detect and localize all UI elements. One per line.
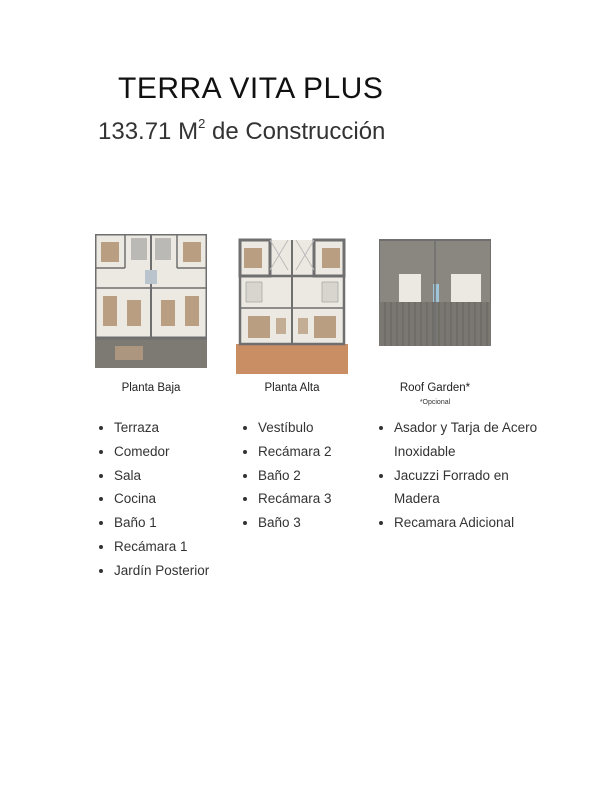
- list-item: • Jacuzzi Forrado en Madera: [394, 464, 554, 512]
- list-item: • Asador y Tarja de Acero Inoxidable: [394, 416, 554, 464]
- list-item: • Cocina: [114, 487, 254, 511]
- list-item: • Sala: [114, 464, 254, 488]
- list-item: • Baño 1: [114, 511, 254, 535]
- page-title: TERRA VITA PLUS: [118, 72, 384, 105]
- list-item: • Recamara Adicional: [394, 511, 554, 535]
- list-item: • Comedor: [114, 440, 254, 464]
- plan-label-roof-garden: Roof Garden*: [399, 382, 471, 394]
- list-item: • Baño 3: [258, 511, 388, 535]
- area-suffix: de Construcción: [205, 118, 386, 145]
- features-list-planta-baja: [96, 416, 254, 583]
- list-item: • Recámara 1: [114, 535, 254, 559]
- list-item: • Recámara 3: [258, 487, 388, 511]
- list-item: • Vestíbulo: [258, 416, 388, 440]
- floor-plan-planta-alta-image: [236, 234, 348, 374]
- floor-plan-roof-garden-image: [379, 234, 491, 346]
- list-item: • Jardín Posterior: [114, 559, 254, 583]
- construction-area: [98, 118, 385, 146]
- plan-label-planta-alta: Planta Alta: [264, 382, 320, 394]
- optional-note: *Opcional: [419, 399, 451, 406]
- features-list-planta-alta: [240, 416, 388, 535]
- features-list-roof-garden: [376, 416, 554, 535]
- plan-label-planta-baja: Planta Baja: [121, 382, 181, 394]
- list-item: • Terraza: [114, 416, 254, 440]
- area-superscript: 2: [198, 116, 206, 131]
- area-number: 133.71 M: [98, 118, 199, 145]
- list-item: • Baño 2: [258, 464, 388, 488]
- list-item: • Recámara 2: [258, 440, 388, 464]
- floor-plan-planta-baja-image: [95, 234, 207, 368]
